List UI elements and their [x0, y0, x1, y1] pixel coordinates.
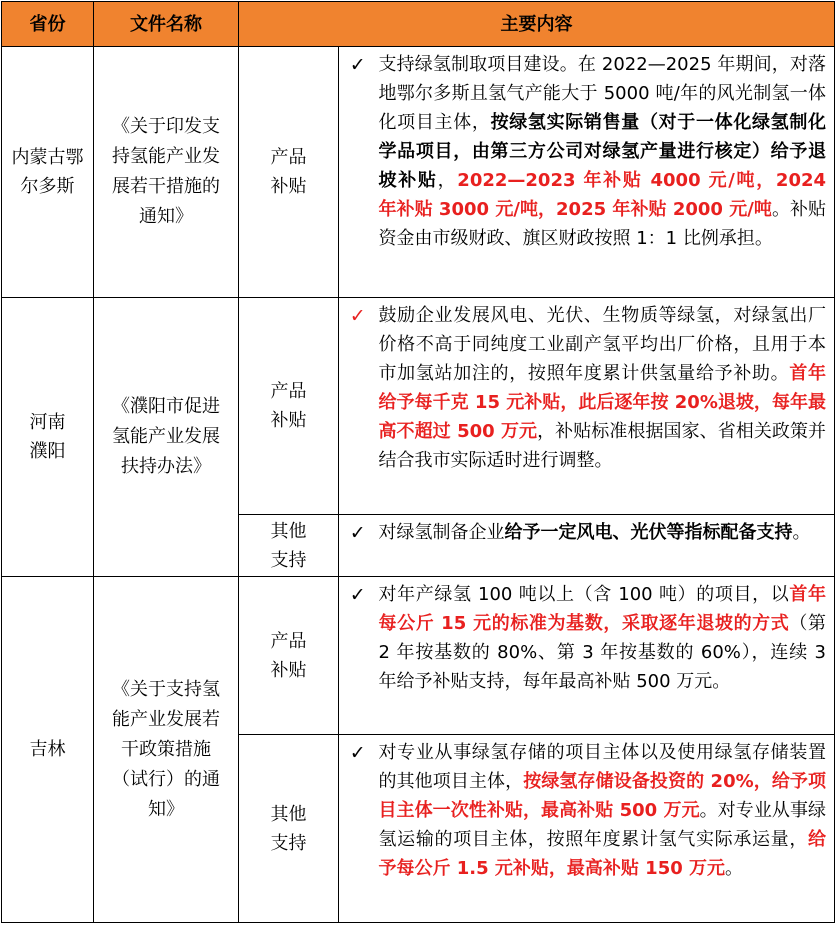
header-content: 主要内容: [239, 2, 835, 47]
check-icon: ✓: [339, 735, 377, 923]
check-icon: ✓: [339, 298, 377, 515]
content-text-bold: 给予一定风电、光伏等指标配备支持: [504, 522, 793, 543]
table-row: [2, 298, 835, 515]
content-text-highlight: 按绿氢存储设备投资的 20%，给予项目主体一次性补贴，最高补贴 500 万元: [378, 771, 827, 821]
content-text: （第 2 年按基数的 80%、第 3 年按基数的 60%），连续 3 年给予补贴支持，每年最高补贴 500 万元。: [378, 613, 827, 692]
content-cell: [377, 298, 835, 515]
header-province: 省份: [2, 2, 94, 47]
document-cell: 《关于印发支持氢能产业发展若干措施的通知》: [94, 47, 239, 298]
content-text-highlight: 首年给予每千克 15 元补贴，此后逐年按 20%退坡，每年最高不超过 500 万元: [378, 363, 827, 442]
content-text-highlight: 2022—2023 年补贴 4000 元/吨，2024 年补贴 3000 元/吨，2025 年补贴 2000 元/吨: [378, 170, 827, 220]
content-text-bold: 按绿氢实际销售量（对于一体化绿氢制化学品项目，由第三方公司对绿氢产量进行核定）给予退坡补贴: [378, 112, 827, 191]
table-row: [2, 577, 835, 735]
document-cell: 《关于支持氢能产业发展若干政策措施（试行）的通知》: [94, 577, 239, 923]
province-cell: 河南濮阳: [2, 298, 94, 577]
content-text: 对年产绿氢 100 吨以上（含 100 吨）的项目，以: [378, 584, 790, 605]
province-cell: 吉林: [2, 577, 94, 923]
check-icon: ✓: [339, 47, 377, 298]
content-cell: [377, 47, 835, 298]
header-document: 文件名称: [94, 2, 239, 47]
content-text: 鼓励企业发展风电、光伏、生物质等绿氢，对绿氢出厂价格不高于同纯度工业副产氢平均出厂价格，且用于本市加氢站加注的，按照年度累计供氢量给予补助。: [378, 305, 827, 384]
content-text: 支持绿氢制取项目建设。在 2022—2025 年期间，对落地鄂尔多斯且氢气产能大于 5000 吨/年的风光制氢一体化项目主体，: [378, 54, 827, 133]
content-text: ，: [437, 170, 458, 191]
type-cell: 产品补贴: [239, 577, 339, 735]
content-cell: [377, 515, 835, 577]
content-cell: [377, 577, 835, 735]
content-text: 。对专业从事绿氢运输的项目主体，按照年度累计氢气实际承运量，: [378, 800, 827, 850]
content-text: 对专业从事绿氢存储的项目主体以及使用绿氢存储装置的其他项目主体，: [378, 742, 827, 792]
type-cell: 其他支持: [239, 515, 339, 577]
type-cell: 产品补贴: [239, 298, 339, 515]
content-text-highlight: 给予每公斤 1.5 元补贴，最高补贴 150 万元: [378, 829, 827, 879]
policy-table: [1, 1, 835, 923]
document-cell: 《濮阳市促进氢能产业发展扶持办法》: [94, 298, 239, 577]
check-icon: ✓: [339, 577, 377, 735]
table-row: [2, 47, 835, 298]
content-text: 。: [725, 858, 744, 879]
table-header-row: [2, 2, 835, 47]
province-cell: 内蒙古鄂尔多斯: [2, 47, 94, 298]
type-cell: 产品补贴: [239, 47, 339, 298]
content-cell: [377, 735, 835, 923]
content-text: 对绿氢制备企业: [378, 522, 505, 543]
content-text: ，补贴标准根据国家、省相关政策并结合我市实际适时进行调整。: [378, 421, 827, 471]
content-text: 。: [792, 522, 811, 543]
type-cell: 其他支持: [239, 735, 339, 923]
content-text: 。补贴资金由市级财政、旗区财政按照 1：1 比例承担。: [378, 199, 827, 249]
content-text-highlight: 首年每公斤 15 元的标准为基数，采取逐年退坡的方式: [378, 584, 827, 634]
check-icon: ✓: [339, 515, 377, 577]
